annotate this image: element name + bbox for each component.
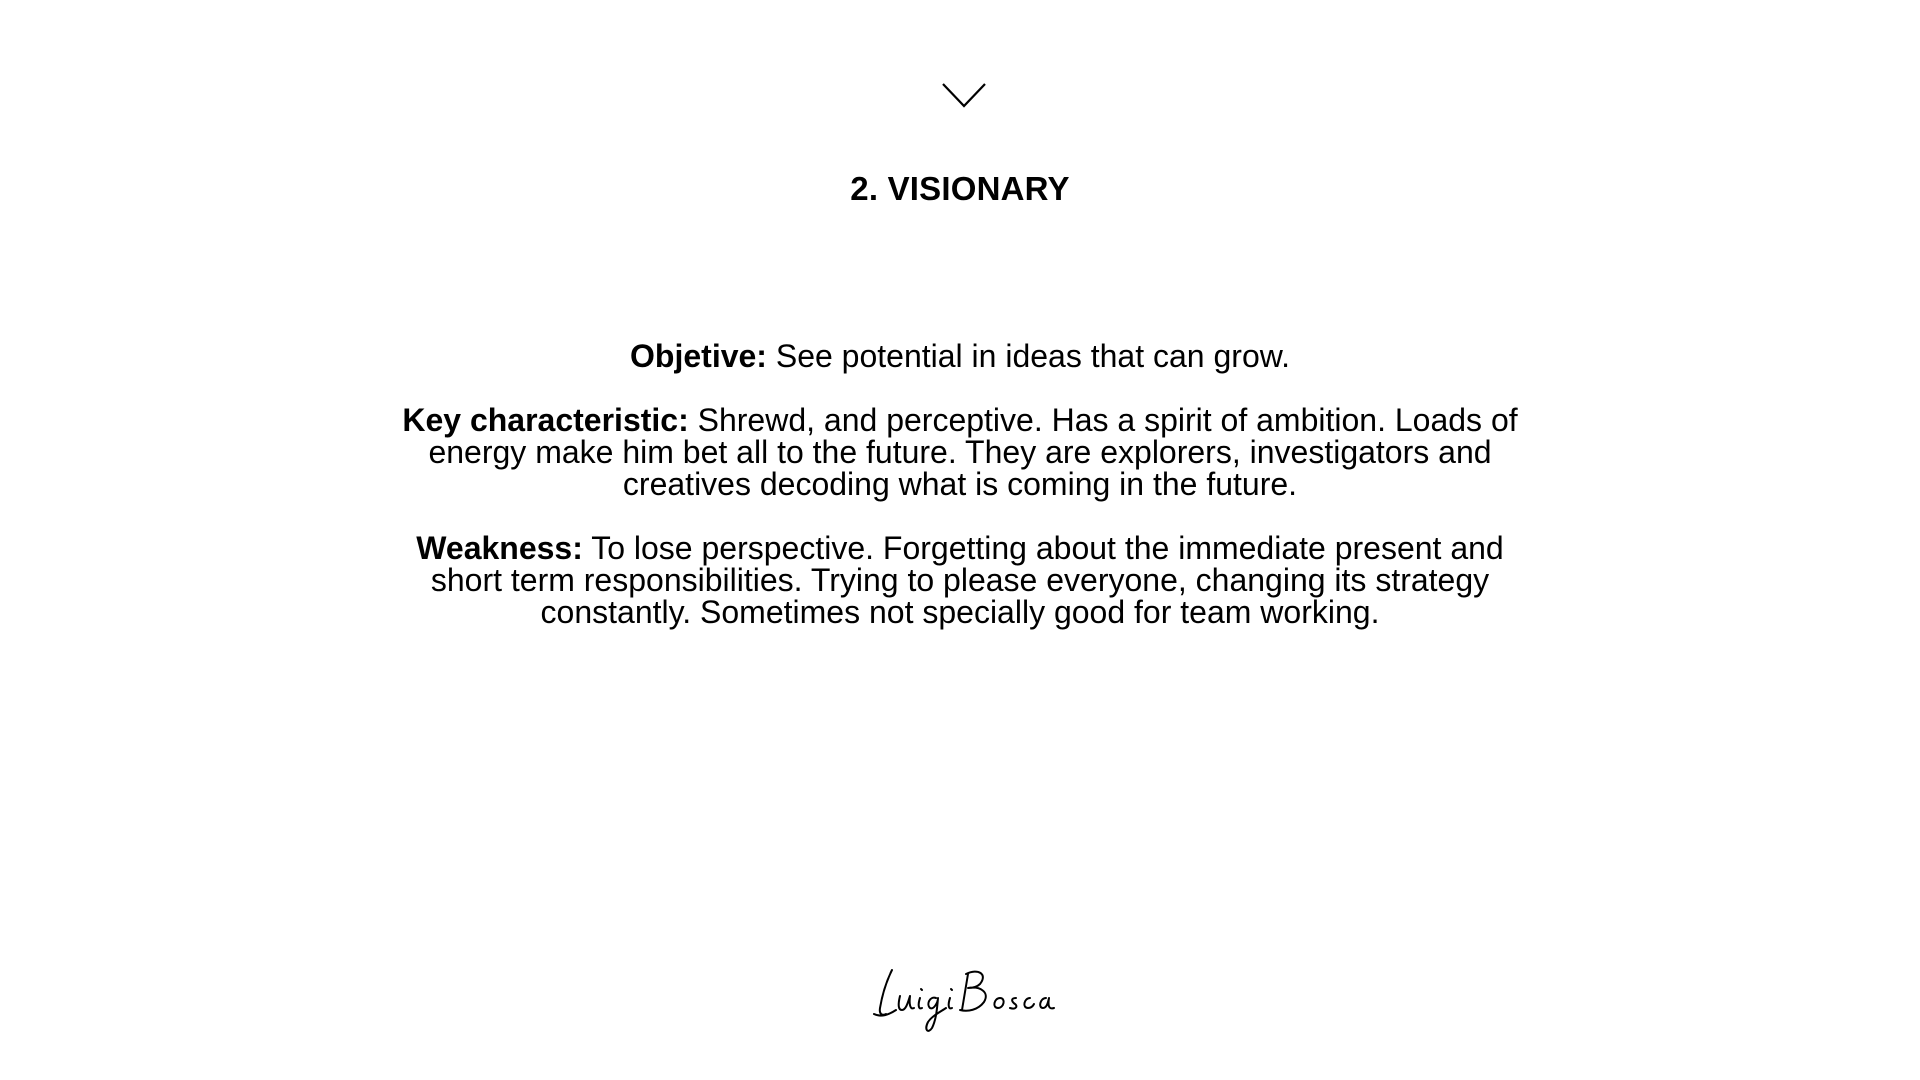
key-characteristic-term: Key characteristic: bbox=[402, 402, 689, 438]
objective-description: See potential in ideas that can grow. bbox=[775, 338, 1290, 374]
weakness-paragraph bbox=[385, 532, 1535, 628]
weakness-term: Weakness: bbox=[416, 530, 583, 566]
chevron-down-icon[interactable] bbox=[941, 80, 987, 112]
section-title: 2. VISIONARY bbox=[850, 170, 1070, 207]
brand-logo bbox=[870, 960, 1060, 1035]
section-content bbox=[385, 340, 1535, 660]
key-characteristic-paragraph bbox=[385, 404, 1535, 500]
objective-paragraph bbox=[385, 340, 1535, 372]
key-characteristic-description: Shrewd, and perceptive. Has a spirit of ambition. Loads of energy make him bet all to the future. They are explorers, investigators and creatives decoding what is coming in the future. bbox=[428, 402, 1518, 502]
objective-term: Objetive: bbox=[630, 338, 767, 374]
weakness-description: To lose perspective. Forgetting about the immediate present and short term responsibilities. Trying to please everyone, changing its strategy constantly. Sometimes not specially good for team working. bbox=[430, 530, 1504, 630]
